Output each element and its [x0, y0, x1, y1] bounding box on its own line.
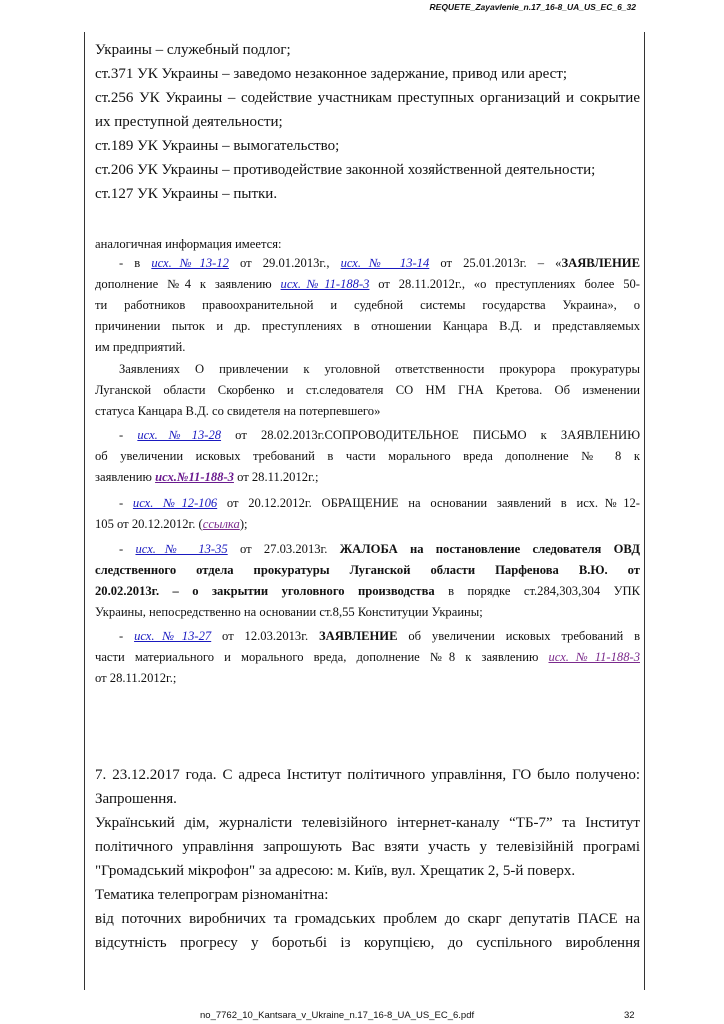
text-line: Запрошення. [95, 791, 177, 807]
text-line: ст.371 УК Украины – заведомо незаконное задержание, привод или арест; [95, 66, 568, 82]
paragraph-line: 105 от 20.12.2012г. (ссылка); [95, 517, 248, 531]
paragraph-line: Луганской области Скорбенко и ст.следователя СО НМ ГНА Кретова. Об изменении [95, 383, 640, 397]
doc-link[interactable]: исх.№13-12 [151, 256, 229, 270]
text-line: ст.256 УК Украины – содействие участникам преступных организаций и сокрытие [95, 90, 640, 106]
paragraph-line: заявлению исх.№11-188-3 от 28.11.2012г.; [95, 470, 319, 484]
paragraph-line: части материального и морального вреда, дополнение №8 к заявлению исх.№11-188-3 [95, 650, 640, 664]
text-line: Украины – служебный подлог; [95, 42, 291, 58]
paragraph-line: - исх.№ 13-35 от 27.03.2013г. ЖАЛОБА на постановление следователя ОВД [119, 542, 640, 556]
footer-filename: no_7762_10_Kantsara_v_Ukraine_n.17_16-8_UA_US_EC_6.pdf [200, 1010, 475, 1021]
paragraph-line: - исх.№13-27 от 12.03.2013г. ЗАЯВЛЕНИЕ об увеличении исковых требований в [119, 629, 641, 643]
text-line: их преступной деятельности; [95, 114, 283, 130]
text-line: "Громадський мікрофон" за адресою: м. Київ, вул. Хрещатик 2, 5-й поверх. [95, 863, 576, 879]
text-line: Тематика телепрограм різноманітна: [95, 887, 329, 903]
text-line: ст.189 УК Украины – вымогательство; [95, 138, 340, 154]
left-frame-line [84, 32, 85, 990]
text-line: Український дім, журналісти телевізійного інтернет-каналу “ТБ-7” та Інститут [95, 815, 640, 831]
paragraph-line: 20.02.2013г. – о закрытии уголовного производства в порядке ст.284,303,304 УПК [95, 584, 640, 598]
paragraph-line: дополнение №4 к заявлению исх.№11-188-3 от 28.11.2012г., «о преступлениях более 50- [95, 277, 640, 291]
text-line: відсутність прогресу у боротьбі із корупцією, до суспільного вироблення [95, 935, 640, 951]
text-line: ст.206 УК Украины – противодействие законной хозяйственной деятельности; [95, 162, 596, 178]
paragraph-line: от 28.11.2012г.; [95, 671, 177, 685]
doc-link[interactable]: исх.№ 13-35 [135, 542, 228, 556]
paragraph-line: причинении пыток и др. преступлениях в отношении Канцара В.Д. и представляемых [95, 319, 640, 333]
paragraph-line: им предприятий. [95, 340, 186, 354]
header-label: REQUETE_Zayavlenie_n.17_16-8_UA_US_EC_6_32 [429, 2, 636, 12]
doc-link[interactable]: исх.№13-28 [137, 428, 222, 442]
paragraph-line: статуса Канцара В.Д. со свидетеля на потерпевшего» [95, 404, 381, 418]
doc-link[interactable]: ссылка [202, 517, 240, 531]
doc-link[interactable]: исх.№11-188-3 [280, 277, 370, 291]
text-line: від поточних виробничих та громадських проблем до скарг депутатів ПАСЕ на [95, 911, 640, 927]
paragraph-line: об увеличении исковых требований в части морального вреда дополнение № 8 к [95, 449, 640, 463]
doc-link[interactable]: исх.№11-188-3 [548, 650, 640, 664]
footer-page-number: 32 [624, 1010, 635, 1021]
paragraph-line: - исх. №12-106 от 20.12.2012г. ОБРАЩЕНИЕ на основании заявлений в исх.№12- [119, 496, 640, 510]
text-line: 7. 23.12.2017 года. С адреса Інститут політичного управління, ГО было получено: [95, 767, 640, 783]
doc-link[interactable]: исх.№11-188-3 [155, 470, 234, 484]
doc-link[interactable]: исх. №12-106 [132, 496, 218, 510]
paragraph-line: следственного отдела прокуратуры Луганской области Парфенова В.Ю. от [95, 563, 640, 577]
paragraph-line: Заявлениях О привлечении к уголовной ответственности прокурора прокуратуры [119, 362, 640, 376]
intro-line: аналогичная информация имеется: [95, 237, 282, 251]
paragraph-line: - в исх.№13-12 от 29.01.2013г., исх.№ 13-14 от 25.01.2013г. – «ЗАЯВЛЕНИЕ [119, 256, 640, 270]
paragraph-line: - исх.№13-28 от 28.02.2013г.СОПРОВОДИТЕЛЬНОЕ ПИСЬМО к ЗАЯВЛЕНИЮ [119, 428, 641, 442]
paragraph-line: ти работников правоохранительной и судебной системы государства Украина», о [95, 298, 640, 312]
doc-link[interactable]: исх.№ 13-14 [340, 256, 430, 270]
paragraph-line: Украины, непосредственно на основании ст.8,55 Конституции Украины; [95, 605, 483, 619]
right-frame-line [644, 32, 645, 990]
text-line: політичного управління запрошують Вас взяти участь у телевізійній програмі [95, 839, 640, 855]
text-line: ст.127 УК Украины – пытки. [95, 186, 278, 202]
doc-link[interactable]: исх.№13-27 [134, 629, 212, 643]
